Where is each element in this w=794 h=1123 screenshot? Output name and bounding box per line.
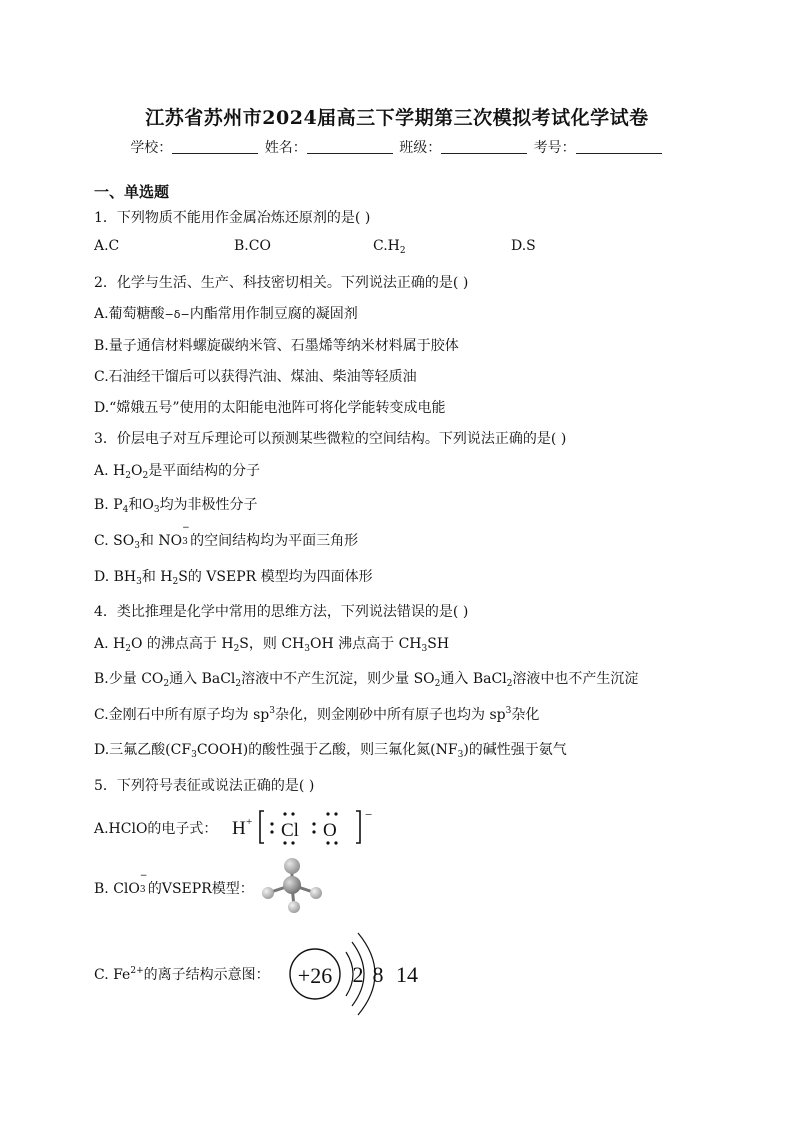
left-bracket [260, 811, 264, 843]
q2-option-b: B.量子通信材料螺旋碳纳米管、石墨烯等纳米材料属于胶体 [94, 338, 459, 354]
right-bracket [356, 811, 360, 843]
exam-number-label: 考号： [533, 140, 576, 156]
hclo-electron-formula [228, 803, 378, 849]
question-5-stem: 5．下列符号表征或说法正确的是( ) [94, 778, 315, 794]
hydrogen-symbol: H [232, 818, 246, 839]
oxygen-sphere-left [262, 887, 274, 899]
q3-option-c: C. $SO_3$和 NO − 3 的空间结构均为平面三角形 [94, 523, 359, 551]
q1-option-c: $C.H_2$ [373, 238, 406, 256]
q1-option-a: A.C [94, 238, 120, 254]
exam-number-blank[interactable] [576, 139, 662, 154]
q5-option-c-label: C. $Fe^{2+}$的离子结构示意图： [94, 966, 270, 983]
lone-pair-sphere [284, 858, 300, 874]
q3-option-d: D. $BH_3$和 $H_2S$的 VSEPR 模型均为四面体形 [94, 569, 373, 587]
fe2-ion-structure-diagram [284, 925, 434, 1025]
exam-title: 江苏省苏州市2024届高三下学期第三次模拟考试化学试卷 [145, 107, 649, 129]
oxygen-sphere-bottom [288, 901, 300, 913]
shell-1-electrons: 2 [352, 962, 364, 987]
shell-2-electrons: 8 [372, 962, 384, 987]
class-blank[interactable] [441, 139, 527, 154]
question-3-stem: 3．价层电子对互斥理论可以预测某些微粒的空间结构。下列说法正确的是( ) [94, 431, 567, 447]
ion-charge: − [365, 807, 373, 822]
q4-option-d: D.三氟乙酸$(CF_3COOH)$的酸性强于乙酸，则三氟化氮$(NF_3)$的碱性强于氨气 [94, 742, 567, 760]
q3-option-a: A. $H_2O_2$是平面结构的分子 [94, 463, 261, 481]
class-label: 班级： [399, 140, 442, 156]
q2-option-a: A.葡萄糖酸−δ−内酯常用作制豆腐的凝固剂 [94, 306, 358, 322]
question-4-stem: 4．类比推理是化学中常用的思维方法，下列说法错误的是( ) [94, 604, 469, 620]
school-label: 学校： [130, 140, 173, 156]
q5-option-b-label: B. ClO − 3 的VSEPR模型： [94, 871, 254, 897]
section-heading: 一、单选题 [94, 183, 170, 201]
q1-option-b: B.CO [234, 238, 271, 254]
question-2-stem: 2．化学与生活、生产、科技密切相关。下列说法正确的是( ) [94, 275, 469, 291]
name-blank[interactable] [307, 139, 393, 154]
student-info-row [0, 137, 794, 157]
q2-option-c: C.石油经干馏后可以获得汽油、煤油、柴油等轻质油 [94, 369, 417, 385]
q4-option-c: C.金刚石中所有原子均为 $sp^3$杂化，则金刚砂中所有原子也均为 $sp^3$杂化 [94, 706, 540, 723]
vsepr-model-image [258, 855, 328, 917]
chlorine-sphere [283, 876, 301, 894]
q5-option-a-label: A.HClO的电子式： [94, 821, 218, 837]
chlorine-symbol: Cl [281, 820, 299, 841]
q4-option-a: A. $H_2O$ 的沸点高于 $H_2S$，则 $CH_3OH$ 沸点高于 $CH_3SH$ [94, 636, 450, 654]
question-1-stem: 1．下列物质不能用作金属冶炼还原剂的是( ) [94, 210, 371, 226]
school-blank[interactable] [172, 139, 258, 154]
q1-option-d: D.S [511, 238, 536, 254]
q3-option-b: B. $P_4$和$O_3$均为非极性分子 [94, 497, 258, 515]
oxygen-symbol: O [323, 820, 337, 841]
hydrogen-charge: + [246, 816, 253, 828]
oxygen-sphere-right [310, 887, 322, 899]
name-label: 姓名： [264, 140, 307, 156]
shell-3-electrons: 14 [396, 962, 418, 987]
q2-option-d: D.“嫦娥五号”使用的太阳能电池阵可将化学能转变成电能 [94, 400, 446, 416]
nucleus-charge: +26 [297, 963, 333, 988]
q4-option-b: B.少量 $CO_2$通入 BaCl$_2$溶液中不产生沉淀，则少量 $SO_2$通入 BaCl$_2$溶液中也不产生沉淀 [94, 671, 639, 689]
